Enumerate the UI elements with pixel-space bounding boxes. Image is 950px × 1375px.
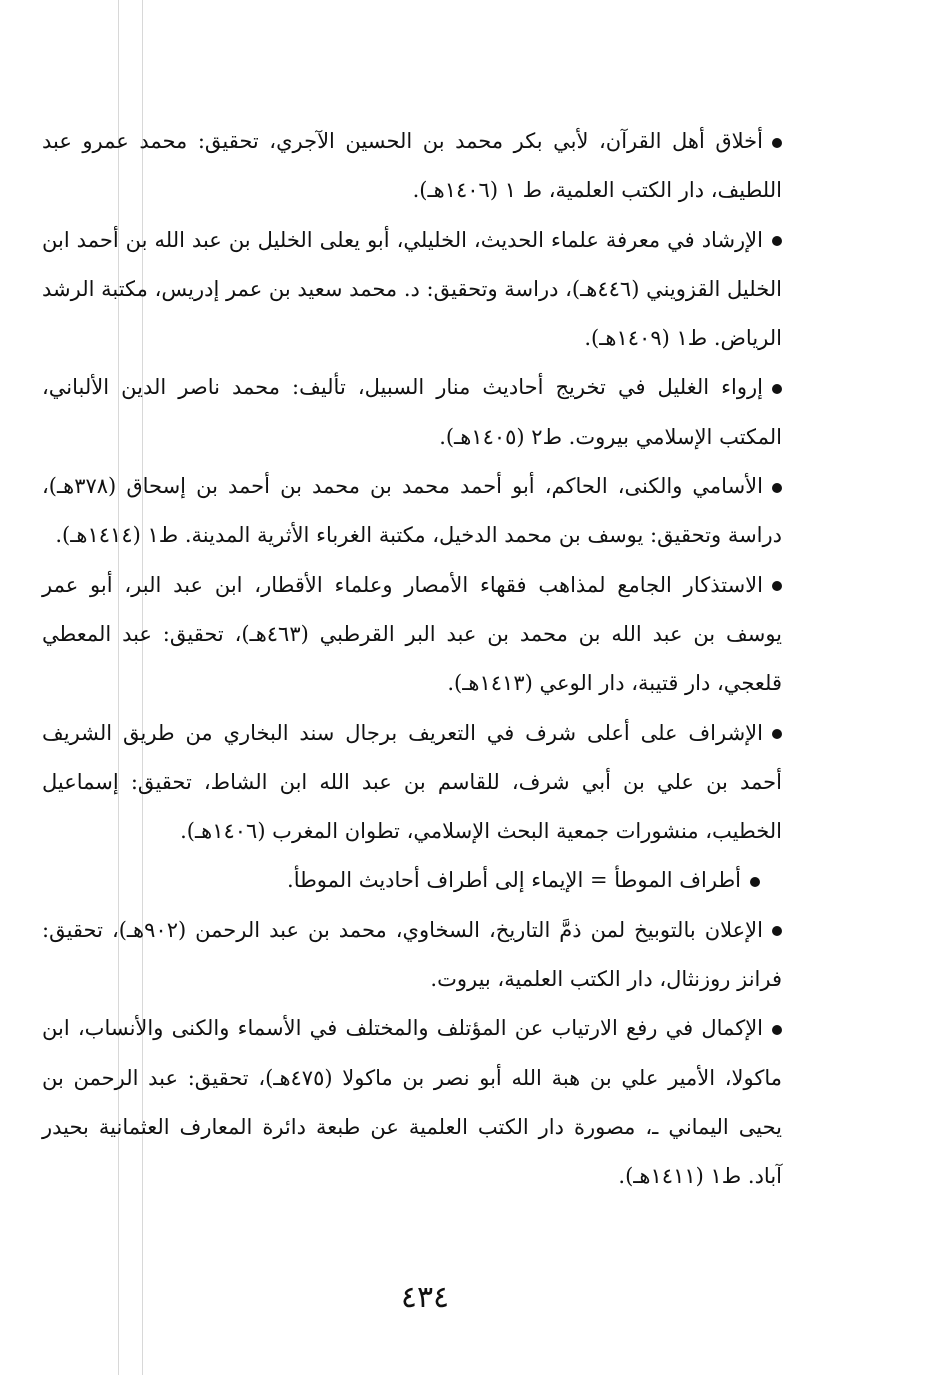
bullet-icon [772, 581, 782, 591]
entry-text: الإكمال في رفع الارتياب عن المؤتلف والمختلف في الأسماء والكنى والأنساب، ابن ماكولا، الأمير علي بن هبة الله أبو نصر بن ماكولا (٤٧٥هـ)، تحقيق: عبد الرحمن بن يحيى اليماني ـ، مصورة دار الكتب العلمية عن طبعة دائرة المعارف العثمانية بحيدر آباد. ط١ (١٤١١هـ). [42, 1016, 783, 1189]
bibliography-entry [42, 117, 782, 216]
bullet-icon [772, 483, 782, 493]
entry-text: الأسامي والكنى، الحاكم، أبو أحمد محمد بن محمد بن أحمد بن إسحاق (٣٧٨هـ)، دراسة وتحقيق: يوسف بن محمد الدخيل، مكتبة الغرباء الأثرية المدينة. ط١ (١٤١٤هـ). [42, 474, 782, 548]
bibliography-list [42, 117, 782, 1202]
bibliography-entry [42, 906, 782, 1005]
bibliography-entry [42, 1004, 782, 1201]
entry-text: أخلاق أهل القرآن، لأبي بكر محمد بن الحسين الآجري، تحقيق: محمد عمرو عبد اللطيف، دار الكتب العلمية، ط ١ (١٤٠٦هـ). [42, 129, 782, 203]
entry-text: أطراف الموطأ = الإيماء إلى أطراف أحاديث الموطأ. [287, 868, 741, 893]
bibliography-entry [42, 561, 782, 709]
bibliography-entry [42, 363, 782, 462]
bibliography-entry [42, 709, 782, 857]
entry-text: الإرشاد في معرفة علماء الحديث، الخليلي، أبو يعلى الخليل بن عبد الله بن أحمد ابن الخليل القزويني (٤٤٦هـ)، دراسة وتحقيق: د. محمد سعيد بن عمر إدريس، مكتبة الرشد الرياض. ط١ (١٤٠٩هـ). [42, 227, 782, 351]
bullet-icon [772, 729, 782, 739]
bullet-icon [772, 384, 782, 394]
bibliography-entry [42, 856, 782, 905]
entry-text: الإعلان بالتوبيخ لمن ذمَّ التاريخ، السخاوي، محمد بن عبد الرحمن (٩٠٢هـ)، تحقيق: فرانز روزنثال، دار الكتب العلمية، بيروت. [42, 917, 782, 992]
entry-text: الإشراف على أعلى شرف في التعريف برجال سند البخاري من طريق الشريف أحمد بن علي بن أبي شرف، للقاسم بن عبد الله ابن الشاط، تحقيق: إسماعيل الخطيب، منشورات جمعية البحث الإسلامي، تطوان المغرب (١٤٠٦هـ). [42, 720, 782, 844]
bibliography-entry [42, 462, 782, 561]
bullet-icon [772, 138, 782, 148]
page-number: ٤٣٤ [400, 1280, 450, 1315]
entry-text: الاستذكار الجامع لمذاهب فقهاء الأمصار وعلماء الأقطار، ابن عبد البر، أبو عمر يوسف بن عبد الله بن محمد بن عبد البر القرطبي (٤٦٣هـ)، تحقيق: عبد المعطي قلعجي، دار قتيبة، دار الوعي (١٤١٣هـ). [42, 572, 783, 696]
bullet-icon [750, 877, 760, 887]
entry-text: إرواء الغليل في تخريج أحاديث منار السبيل، تأليف: محمد ناصر الدين الألباني، المكتب الإسلامي بيروت. ط٢ (١٤٠٥هـ). [42, 375, 782, 449]
bullet-icon [772, 1025, 782, 1035]
bullet-icon [772, 236, 782, 246]
bullet-icon [772, 926, 782, 936]
bibliography-entry [42, 216, 782, 364]
